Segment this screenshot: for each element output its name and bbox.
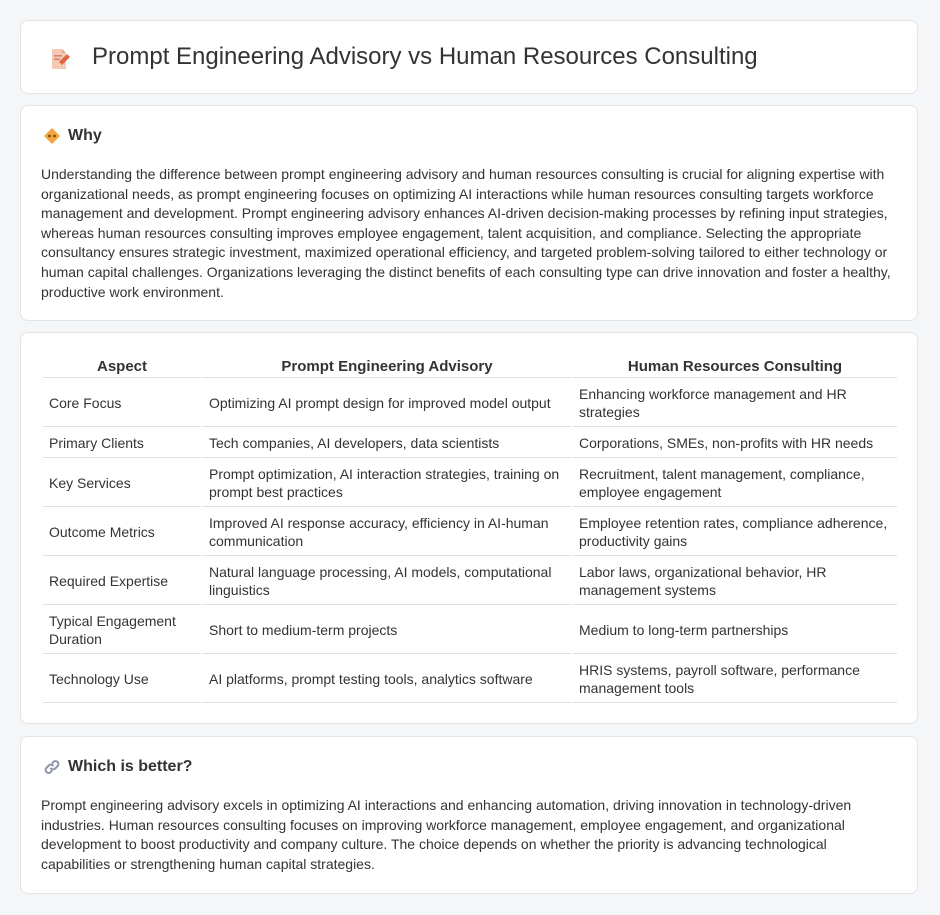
- cell-aspect: Outcome Metrics: [43, 509, 201, 556]
- cell-aspect: Technology Use: [43, 656, 201, 703]
- cell-aspect: Typical Engagement Duration: [43, 607, 201, 654]
- cell-hr: Enhancing workforce management and HR strategies: [573, 380, 897, 427]
- header-hr-consulting: Human Resources Consulting: [573, 355, 897, 378]
- cell-prompt: Improved AI response accuracy, efficiency in AI-human communication: [203, 509, 571, 556]
- header-aspect: Aspect: [43, 355, 201, 378]
- link-icon: [43, 758, 61, 776]
- cell-hr: Employee retention rates, compliance adherence, productivity gains: [573, 509, 897, 556]
- cell-aspect: Primary Clients: [43, 429, 201, 458]
- why-heading: Why: [68, 127, 102, 144]
- comparison-table-card: [20, 332, 918, 724]
- cell-prompt: Tech companies, AI developers, data scientists: [203, 429, 571, 458]
- cell-prompt: Optimizing AI prompt design for improved model output: [203, 380, 571, 427]
- which-is-better-heading: Which is better?: [68, 758, 193, 775]
- title-card: [20, 20, 918, 94]
- cell-prompt: AI platforms, prompt testing tools, analytics software: [203, 656, 571, 703]
- document-pencil-icon: [47, 47, 71, 71]
- cell-hr: Recruitment, talent management, compliance, employee engagement: [573, 460, 897, 507]
- header-prompt-engineering: Prompt Engineering Advisory: [203, 355, 571, 378]
- cell-prompt: Short to medium-term projects: [203, 607, 571, 654]
- table-row: [43, 429, 897, 458]
- table-row: [43, 460, 897, 507]
- which-is-better-section: [20, 736, 918, 894]
- cell-hr: HRIS systems, payroll software, performance management tools: [573, 656, 897, 703]
- cell-hr: Corporations, SMEs, non-profits with HR needs: [573, 429, 897, 458]
- comparison-table: [41, 353, 899, 705]
- why-section: [20, 105, 918, 321]
- cell-aspect: Key Services: [43, 460, 201, 507]
- table-row: [43, 607, 897, 654]
- diamond-icon: [43, 127, 61, 145]
- why-text: Understanding the difference between prompt engineering advisory and human resources consulting is crucial for aligning expertise with organizational needs, as prompt engineering focuses on optimizing AI interactions while human resources consulting targets workforce management and development. Prompt engineering advisory enhances AI-driven decision-making processes by refining input strategies, whereas human resources consulting improves employee engagement, talent acquisition, and compliance. Selecting the appropriate consultancy ensures strategic investment, maximized operational efficiency, and targeted problem-solving tailored to either technology or human capital challenges. Organizations leveraging the distinct benefits of each consulting type can drive innovation and foster a healthy, productive work environment.: [41, 166, 891, 300]
- cell-aspect: Required Expertise: [43, 558, 201, 605]
- cell-hr: Medium to long-term partnerships: [573, 607, 897, 654]
- table-row: [43, 656, 897, 703]
- page-title: Prompt Engineering Advisory vs Human Resources Consulting: [92, 43, 758, 70]
- table-row: [43, 380, 897, 427]
- table-row: [43, 558, 897, 605]
- cell-prompt: Prompt optimization, AI interaction strategies, training on prompt best practices: [203, 460, 571, 507]
- cell-aspect: Core Focus: [43, 380, 201, 427]
- cell-prompt: Natural language processing, AI models, computational linguistics: [203, 558, 571, 605]
- which-is-better-text: Prompt engineering advisory excels in optimizing AI interactions and enhancing automation, driving innovation in technology-driven industries. Human resources consulting focuses on improving workforce management, employee engagement, and organizational development to boost productivity and company culture. The choice depends on whether the priority is advancing technological capabilities or strengthening human capital strategies.: [41, 797, 852, 872]
- cell-hr: Labor laws, organizational behavior, HR management systems: [573, 558, 897, 605]
- table-row: [43, 509, 897, 556]
- table-header-row: [43, 355, 897, 378]
